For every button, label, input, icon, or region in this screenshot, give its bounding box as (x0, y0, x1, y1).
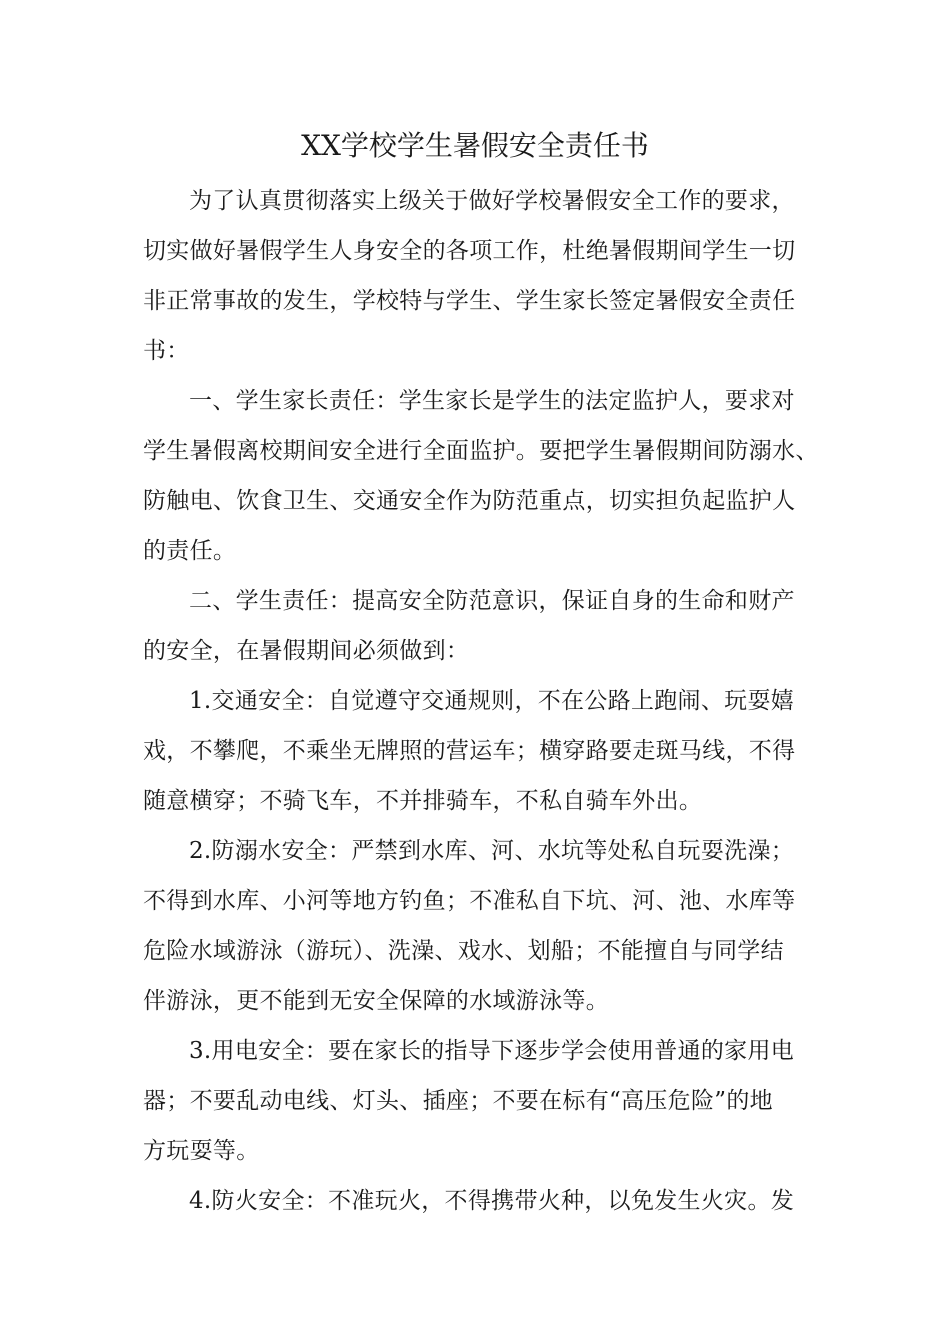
document-title: XX学校学生暑假安全责任书 (301, 129, 649, 162)
document-body (143, 183, 823, 1233)
paragraph-line: 1.交通安全：自觉遵守交通规则，不在公路上跑闹、玩耍嬉 (189, 688, 795, 714)
paragraph-line: 防触电、饮食卫生、交通安全作为防范重点，切实担负起监护人 (143, 488, 796, 514)
paragraph-line: 随意横穿；不骑飞车，不并排骑车，不私自骑车外出。 (143, 788, 703, 814)
paragraph-line: 学生暑假离校期间安全进行全面监护。要把学生暑假期间防溺水、 (143, 438, 819, 464)
paragraph-line: 的安全，在暑假期间必须做到： (143, 638, 470, 664)
paragraph-line: 器；不要乱动电线、灯头、插座；不要在标有“高压危险”的地 (143, 1088, 773, 1114)
paragraph-line: 戏，不攀爬，不乘坐无牌照的营运车；横穿路要走斑马线，不得 (143, 738, 796, 764)
paragraph-line: 非正常事故的发生，学校特与学生、学生家长签定暑假安全责任 (143, 288, 796, 314)
paragraph-line: 危险水域游泳（游玩）、洗澡、戏水、划船；不能擅自与同学结 (143, 938, 784, 964)
paragraph-line: 切实做好暑假学生人身安全的各项工作，杜绝暑假期间学生一切 (143, 238, 796, 264)
paragraph-line: 书： (143, 338, 190, 364)
paragraph-line: 方玩耍等。 (143, 1138, 260, 1164)
paragraph-line: 2.防溺水安全：严禁到水库、河、水坑等处私自玩耍洗澡； (189, 838, 795, 864)
paragraph-line: 3.用电安全：要在家长的指导下逐步学会使用普通的家用电 (189, 1038, 795, 1064)
paragraph-line: 伴游泳，更不能到无安全保障的水域游泳等。 (143, 988, 609, 1014)
paragraph-line: 二、学生责任：提高安全防范意识，保证自身的生命和财产 (189, 588, 795, 614)
paragraph-line: 的责任。 (143, 538, 237, 564)
paragraph-line: 一、学生家长责任：学生家长是学生的法定监护人，要求对 (189, 388, 795, 414)
paragraph-line: 4.防火安全：不准玩火，不得携带火种，以免发生火灾。发 (189, 1188, 795, 1214)
paragraph-line: 为了认真贯彻落实上级关于做好学校暑假安全工作的要求， (189, 188, 795, 214)
paragraph-line: 不得到水库、小河等地方钓鱼；不准私自下坑、河、池、水库等 (143, 888, 796, 914)
